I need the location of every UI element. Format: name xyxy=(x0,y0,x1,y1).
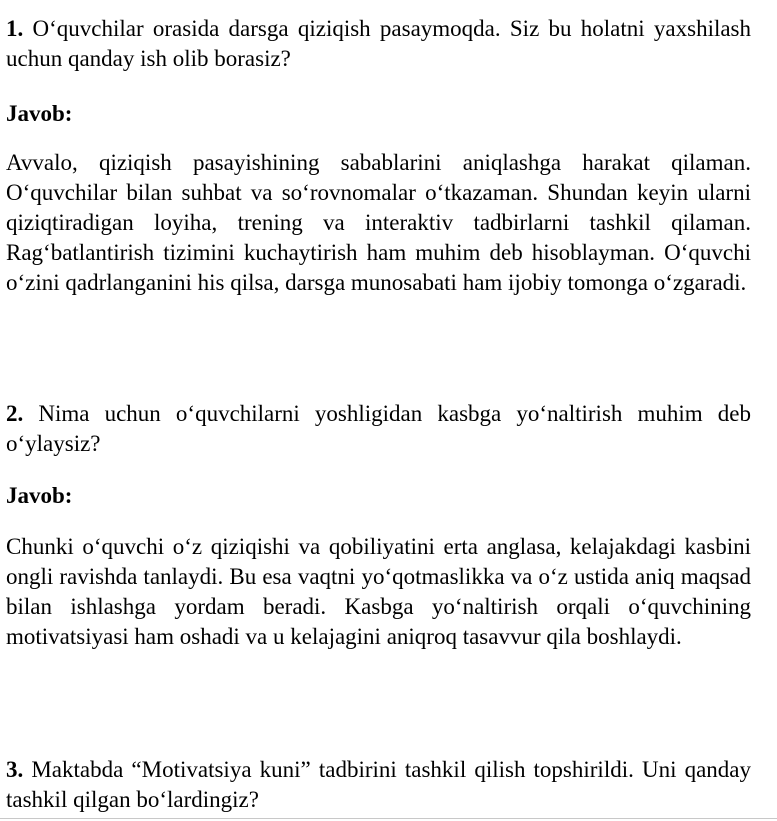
question-text: Nima uchun o‘quvchilarni yoshligidan kasbga yo‘naltirish muhim deb o‘ylaysiz? xyxy=(6,401,752,456)
answer-label: Javob: xyxy=(6,483,73,508)
answer-label: Javob: xyxy=(6,101,73,126)
question-text: O‘quvchilar orasida darsga qiziqish pasaymoqda. Siz bu holatni yaxshilash uchun qanday ish olib borasiz? xyxy=(6,16,752,71)
question-text: Maktabda “Motivatsiya kuni” tadbirini tashkil qilish topshirildi. Uni qanday tashkil qilgan bo‘lardingiz? xyxy=(6,757,751,812)
question-number: 3. xyxy=(6,757,24,782)
answer-2: Chunki o‘quvchi o‘z qiziqishi va qobiliyatini erta anglasa, kelajakdagi kasbini ongli ravishda tanlaydi. Bu esa vaqtni yo‘qotmaslikka va o‘z ustida aniq maqsad bilan ishlashga yordam beradi. Kasbga yo‘naltirish orqali o‘quvchining motivatsiyasi ham oshadi va u kelajagini aniqroq tasavvur qila boshlaydi. xyxy=(6,534,751,649)
question-number: 1. xyxy=(6,16,24,41)
page-bottom-divider xyxy=(0,818,777,819)
question-1 xyxy=(6,14,751,74)
question-3 xyxy=(6,755,751,815)
question-number: 2. xyxy=(6,401,24,426)
answer-1: Avvalo, qiziqish pasayishining sabablarini aniqlashga harakat qilaman. O‘quvchilar bilan suhbat va so‘rovnomalar o‘tkazaman. Shundan keyin ularni qiziqtiradigan loyiha, trening va interaktiv tadbirlarni tashkil qilaman. Rag‘batlantirish tizimini kuchaytirish ham muhim deb hisoblayman. O‘quvchi o‘zini qadrlanganini his qilsa, darsga munosabati ham ijobiy tomonga o‘zgaradi. xyxy=(6,150,751,295)
question-2 xyxy=(6,399,751,459)
